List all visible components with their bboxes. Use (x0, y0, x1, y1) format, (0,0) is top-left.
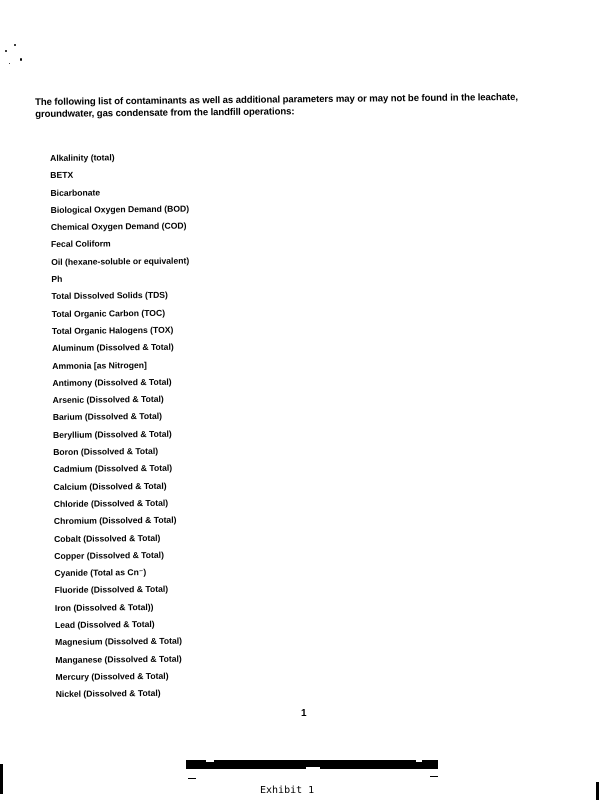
scan-speck (9, 63, 10, 64)
contaminant-item: Cadmium (Dissolved & Total) (53, 463, 173, 475)
contaminant-item: Total Dissolved Solids (TDS) (51, 290, 168, 302)
scan-speck (14, 44, 16, 46)
intro-paragraph: The following list of contaminants as well as additional parameters may or may not be found in the leachate, groundwater, gas condensate from the landfill operations: (35, 91, 518, 120)
contaminant-item: Ammonia [as Nitrogen] (52, 359, 147, 371)
exhibit-label: Exhibit 1 (260, 785, 315, 796)
underline-mark (188, 778, 196, 779)
contaminant-item: Nickel (Dissolved & Total) (55, 688, 161, 700)
contaminant-item: Chromium (Dissolved & Total) (53, 514, 177, 527)
contaminant-item: Oil (hexane-soluble or equivalent) (51, 255, 190, 267)
contaminant-item: Fluoride (Dissolved & Total) (54, 584, 169, 596)
scan-speck (20, 58, 22, 61)
contaminant-item: Alkalinity (total) (50, 152, 115, 163)
contaminant-item: Total Organic Carbon (TOC) (51, 307, 166, 319)
contaminant-item: Lead (Dissolved & Total) (54, 618, 155, 630)
contaminant-item: Cobalt (Dissolved & Total) (54, 532, 161, 544)
underline-mark (430, 776, 438, 777)
contaminant-item: Iron (Dissolved & Total)) (54, 601, 154, 613)
contaminant-list (50, 149, 194, 704)
contaminant-item: Barium (Dissolved & Total) (52, 411, 163, 423)
contaminant-item: Mercury (Dissolved & Total) (55, 670, 169, 682)
contaminant-item: Beryllium (Dissolved & Total) (52, 428, 172, 440)
contaminant-item: Boron (Dissolved & Total) (53, 445, 159, 458)
contaminant-item: Chloride (Dissolved & Total) (53, 497, 169, 509)
redaction-bar (186, 760, 438, 769)
contaminant-item: Antimony (Dissolved & Total) (52, 376, 172, 388)
contaminant-item: Cyanide (Total as Cn⁻) (54, 567, 147, 579)
contaminant-item: Biological Oxygen Demand (BOD) (50, 203, 190, 215)
scan-edge-mark (0, 764, 3, 794)
contaminant-item: Arsenic (Dissolved & Total) (52, 393, 164, 406)
contaminant-item: Manganese (Dissolved & Total) (55, 653, 182, 665)
contaminant-item: Copper (Dissolved & Total) (54, 549, 164, 561)
contaminant-item: Calcium (Dissolved & Total) (53, 480, 167, 492)
contaminant-item: BETX (50, 170, 74, 181)
contaminant-item: Ph (51, 273, 63, 285)
contaminant-item: Aluminum (Dissolved & Total) (52, 341, 174, 354)
page-number: 1 (301, 708, 307, 719)
contaminant-item: Chemical Oxygen Demand (COD) (50, 220, 187, 233)
scan-speck (5, 50, 7, 52)
contaminant-item: Fecal Coliform (50, 238, 111, 250)
contaminant-item: Bicarbonate (50, 187, 101, 198)
contaminant-item: Magnesium (Dissolved & Total) (55, 635, 183, 648)
contaminant-item: Total Organic Halogens (TOX) (51, 324, 174, 336)
